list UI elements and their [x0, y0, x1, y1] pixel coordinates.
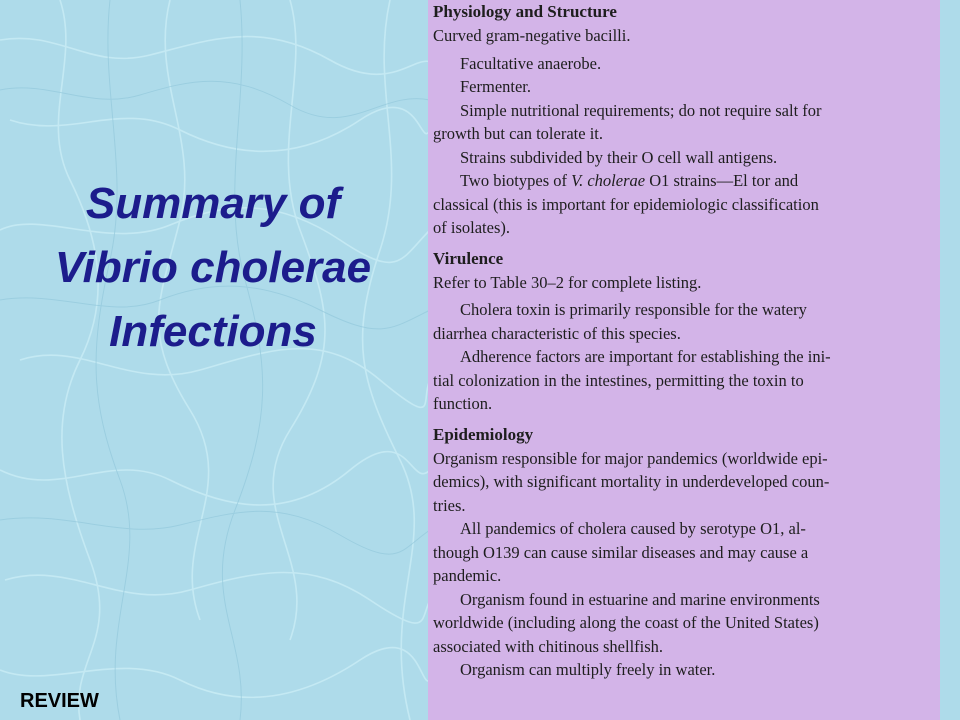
physiology-line-biotypes	[433, 169, 932, 193]
species-name-italic: V. cholerae	[571, 171, 646, 190]
scanned-text-panel	[428, 0, 940, 720]
virulence-line: Cholera toxin is primarily responsible for the watery	[460, 300, 807, 319]
biotypes-text-after: O1 strains—El tor and	[645, 171, 799, 190]
physiology-line: Facultative anaerobe.	[460, 53, 602, 73]
physiology-section	[433, 0, 932, 240]
virulence-line: Refer to Table 30–2 for complete listing.	[433, 272, 702, 292]
slide-title-line-3: Infections	[109, 307, 317, 356]
physiology-line: Strains subdivided by their O cell wall antigens.	[460, 147, 778, 167]
right-background-strip	[940, 0, 960, 720]
physiology-line: growth but can tolerate it.	[433, 124, 603, 143]
epidemiology-line: worldwide (including along the coast of the United States)	[433, 613, 819, 632]
slide-title-line-1: Summary of	[85, 179, 341, 228]
epidemiology-line: Organism found in estuarine and marine environments	[460, 589, 820, 609]
biotypes-text-before: Two biotypes of	[460, 171, 572, 190]
epidemiology-line: Organism responsible for major pandemics (worldwide epi-	[433, 448, 828, 468]
physiology-line: Fermenter.	[460, 77, 532, 96]
epidemiology-heading: Epidemiology	[433, 424, 534, 444]
epidemiology-line: though O139 can cause similar diseases and may cause a	[433, 542, 809, 562]
virulence-heading: Virulence	[433, 248, 504, 268]
virulence-line: Adherence factors are important for establishing the ini-	[460, 347, 831, 366]
epidemiology-line: Organism can multiply freely in water.	[460, 660, 716, 679]
virulence-section	[433, 247, 932, 416]
physiology-line: Curved gram-negative bacilli.	[433, 26, 631, 45]
physiology-line: Simple nutritional requirements; do not require salt for	[460, 100, 822, 120]
epidemiology-line: associated with chitinous shellfish.	[433, 636, 664, 656]
slide-title-line-2: Vibrio cholerae	[54, 243, 372, 292]
virulence-line: diarrhea characteristic of this species.	[433, 323, 681, 343]
review-label: REVIEW	[20, 690, 99, 712]
epidemiology-line: demics), with significant mortality in underdeveloped coun-	[433, 472, 830, 491]
epidemiology-line: pandemic.	[433, 566, 502, 585]
virulence-line: function.	[433, 394, 493, 413]
epidemiology-line: tries.	[433, 495, 466, 515]
epidemiology-line: All pandemics of cholera caused by serotype O1, al-	[460, 519, 806, 538]
physiology-line: of isolates).	[433, 218, 510, 237]
physiology-heading: Physiology and Structure	[433, 2, 617, 21]
physiology-line: classical (this is important for epidemiologic classification	[433, 194, 819, 214]
epidemiology-section	[433, 423, 932, 682]
slide-title	[8, 172, 418, 364]
virulence-line: tial colonization in the intestines, permitting the toxin to	[433, 370, 804, 390]
